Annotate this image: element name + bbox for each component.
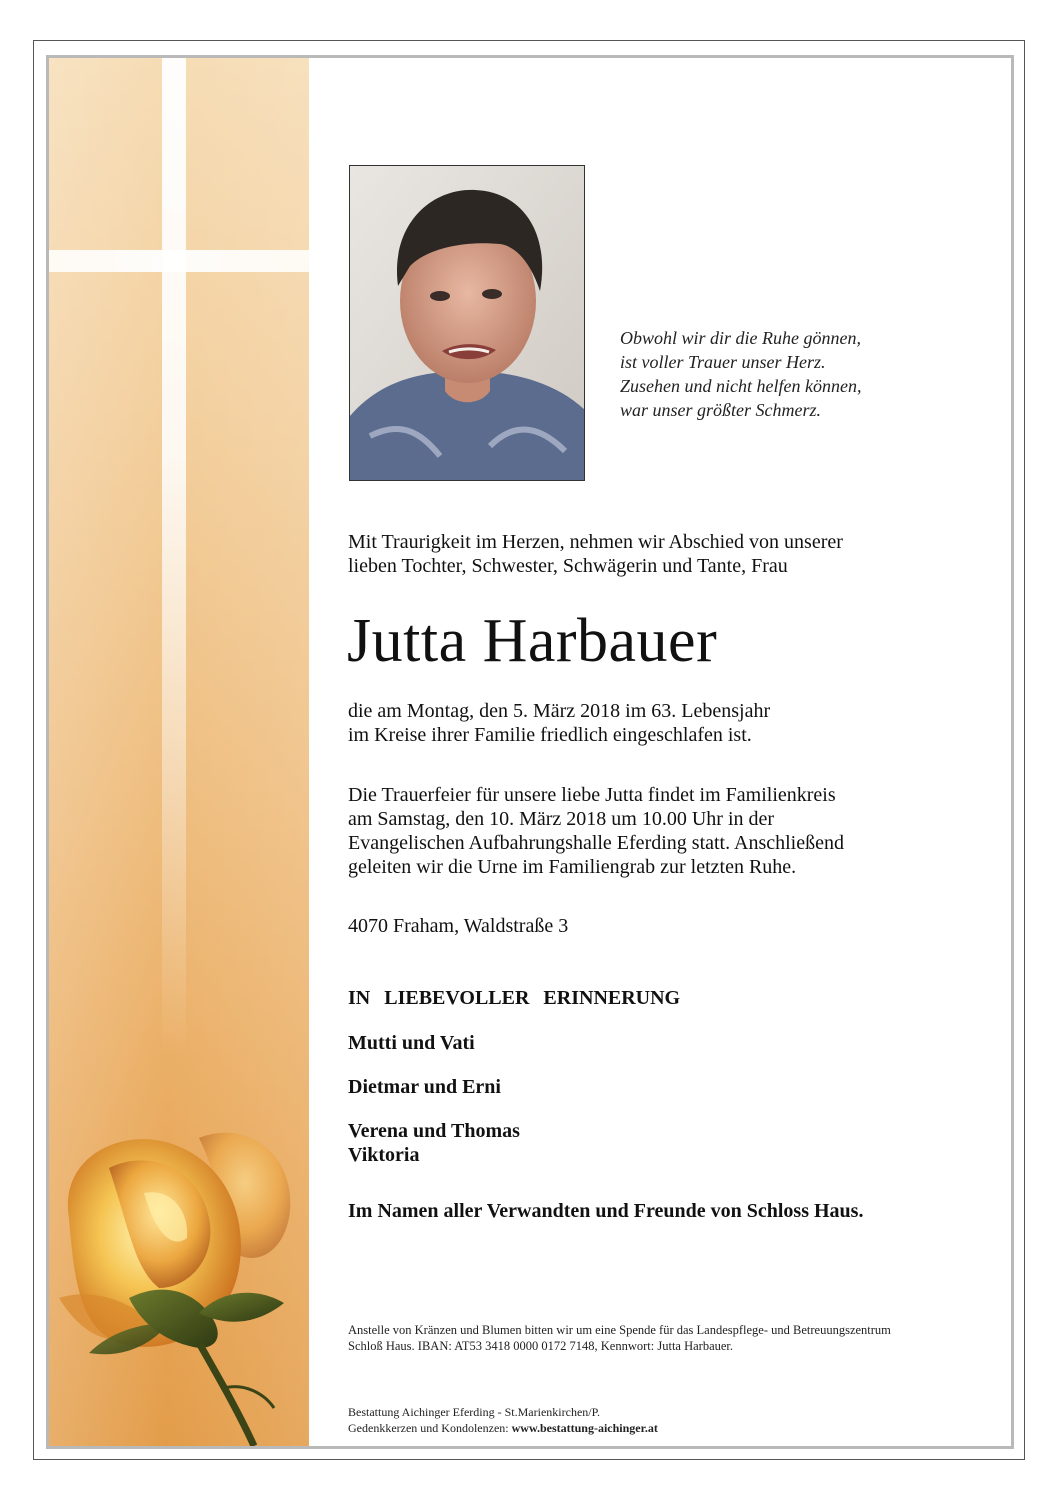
mourner-group-3 xyxy=(348,1119,520,1167)
mourner-line: Dietmar und Erni xyxy=(348,1076,501,1098)
donation-line: Anstelle von Kränzen und Blumen bitten wir um eine Spende für das Landespflege- und Betreuungszentrum xyxy=(348,1323,891,1337)
condolence-label: Gedenkkerzen und Kondolenzen: xyxy=(348,1421,512,1435)
address xyxy=(348,914,568,938)
condolence-line xyxy=(348,1420,658,1436)
deceased-name: Jutta Harbauer xyxy=(347,607,718,675)
condolence-link[interactable]: www.bestattung-aichinger.at xyxy=(511,1421,658,1435)
donation-note xyxy=(348,1322,891,1354)
mourner-line: Mutti und Vati xyxy=(348,1032,475,1054)
death-notice xyxy=(348,699,770,747)
funeral-home-footer xyxy=(348,1404,658,1436)
funeral-home-name: Bestattung Aichinger Eferding - St.Marienkirchen/P. xyxy=(348,1405,600,1419)
mourners-closing xyxy=(348,1199,863,1223)
poem-line: war unser größter Schmerz. xyxy=(620,400,821,420)
intro-line: Mit Traurigkeit im Herzen, nehmen wir Abschied von unserer xyxy=(348,531,843,553)
mourner-line: Viktoria xyxy=(348,1144,420,1166)
poem xyxy=(620,326,861,422)
closing-line: Im Namen aller Verwandten und Freunde von Schloss Haus. xyxy=(348,1200,864,1222)
poem-line: Obwohl wir dir die Ruhe gönnen, xyxy=(620,328,861,348)
funeral-line: Die Trauerfeier für unsere liebe Jutta findet im Familienkreis xyxy=(348,784,836,806)
portrait-photo xyxy=(349,165,585,481)
rose-icon xyxy=(49,1098,309,1446)
portrait-icon xyxy=(350,166,585,481)
mourner-group-2 xyxy=(348,1075,501,1099)
mourner-line: Verena und Thomas xyxy=(348,1120,520,1142)
poem-line: Zusehen und nicht helfen können, xyxy=(620,376,862,396)
poem-line: ist voller Trauer unser Herz. xyxy=(620,352,826,372)
decorative-side-panel xyxy=(49,58,309,1446)
funeral-details xyxy=(348,783,844,879)
funeral-line: geleiten wir die Urne im Familiengrab zur letzten Ruhe. xyxy=(348,856,797,878)
intro-text xyxy=(348,530,843,578)
death-notice-line: die am Montag, den 5. März 2018 im 63. Lebensjahr xyxy=(348,700,771,722)
memory-heading xyxy=(348,986,680,1010)
death-notice-line: im Kreise ihrer Familie friedlich eingeschlafen ist. xyxy=(348,724,752,746)
address-line: 4070 Fraham, Waldstraße 3 xyxy=(348,915,569,937)
memory-heading-text: IN LIEBEVOLLER ERINNERUNG xyxy=(348,987,681,1009)
funeral-line: Evangelischen Aufbahrungshalle Eferding statt. Anschließend xyxy=(348,832,844,854)
mourner-group-1 xyxy=(348,1031,475,1055)
cross-vertical-beam xyxy=(162,58,186,1058)
cross-horizontal-beam xyxy=(49,250,309,272)
funeral-line: am Samstag, den 10. März 2018 um 10.00 Uhr in der xyxy=(348,808,775,830)
donation-line: Schloß Haus. IBAN: AT53 3418 0000 0172 7148, Kennwort: Jutta Harbauer. xyxy=(348,1339,734,1353)
intro-line: lieben Tochter, Schwester, Schwägerin und Tante, Frau xyxy=(348,555,788,577)
